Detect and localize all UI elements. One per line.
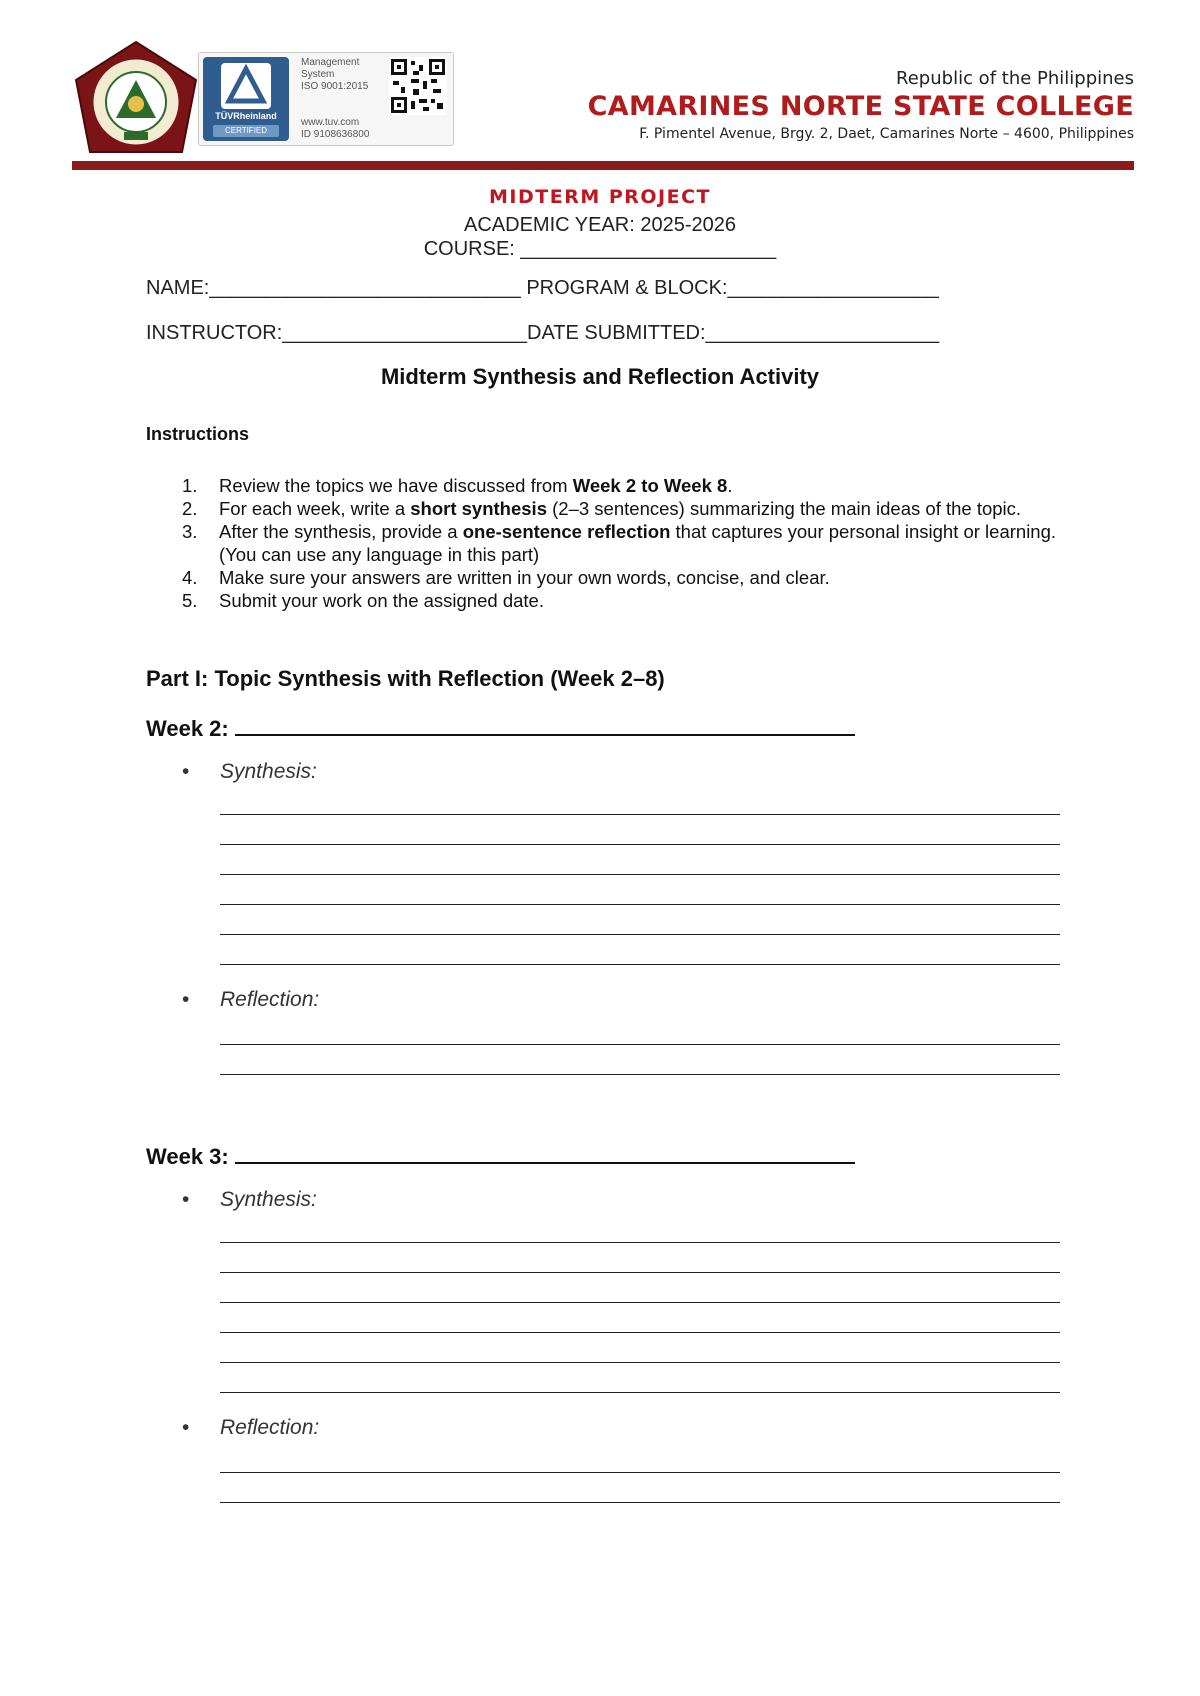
instructions-heading: Instructions	[146, 424, 250, 444]
week-topic-blank[interactable]	[235, 712, 855, 736]
document-title: MIDTERM PROJECT	[489, 186, 711, 208]
cert-text: Management System ISO 9001:2015 www.tuv.com ID 9108636800	[301, 57, 370, 140]
synthesis-answer-line[interactable]	[220, 814, 1060, 815]
republic-text: Republic of the Philippines	[896, 68, 1134, 89]
synthesis-answer-line[interactable]	[220, 1302, 1060, 1303]
list-item: 2. For each week, write a short synthesis (2–3 sentences) summarizing the main ideas of the topic.	[182, 498, 1022, 519]
reflection-answer-line[interactable]	[220, 1502, 1060, 1503]
week-topic-blank[interactable]	[235, 1140, 855, 1164]
college-name: CAMARINES NORTE STATE COLLEGE	[587, 91, 1134, 122]
synthesis-answer-line[interactable]	[220, 874, 1060, 875]
bullet-icon: •	[182, 1416, 190, 1439]
synthesis-answer-line[interactable]	[220, 1392, 1060, 1393]
name-program-row: NAME:____________________________ PROGRAM & BLOCK:___________________	[146, 277, 939, 299]
bullet-icon: •	[182, 988, 190, 1011]
synthesis-answer-line[interactable]	[220, 1272, 1060, 1273]
week-2-heading: Week 2:	[146, 712, 855, 742]
list-item: 5. Submit your work on the assigned date.	[182, 590, 544, 611]
tuv-logo	[203, 57, 289, 141]
reflection-answer-line[interactable]	[220, 1074, 1060, 1075]
college-header	[588, 68, 1134, 142]
synthesis-answer-line[interactable]	[220, 934, 1060, 935]
iso-certification-badge	[198, 52, 454, 146]
week-3-heading: Week 3:	[146, 1140, 855, 1170]
synthesis-answer-line[interactable]	[220, 1242, 1060, 1243]
college-address: F. Pimentel Avenue, Brgy. 2, Daet, Camarines Norte – 4600, Philippines	[639, 126, 1134, 142]
part-heading: Part I: Topic Synthesis with Reflection (Week 2–8)	[146, 666, 665, 691]
tuv-brand-text: TÜVRheinland	[215, 111, 277, 121]
bullet-icon: •	[182, 1188, 190, 1211]
synthesis-answer-line[interactable]	[220, 1362, 1060, 1363]
college-seal-logo	[72, 40, 200, 156]
qr-code-icon	[389, 57, 447, 115]
list-item: 3. After the synthesis, provide a one-sentence reflection that captures your personal insight or learning.(You can use any language in this part)	[182, 521, 1057, 565]
reflection-answer-line[interactable]	[220, 1472, 1060, 1473]
bullet-icon: •	[182, 760, 190, 783]
list-item: 4. Make sure your answers are written in your own words, concise, and clear.	[182, 567, 830, 588]
synthesis-answer-line[interactable]	[220, 904, 1060, 905]
academic-year: ACADEMIC YEAR: 2025-2026	[464, 214, 736, 236]
certified-label: CERTIFIED	[213, 125, 279, 137]
course-field: COURSE: _______________________	[423, 238, 777, 260]
reflection-answer-line[interactable]	[220, 1044, 1060, 1045]
instructions-list	[146, 474, 1066, 612]
list-item: 1. Review the topics we have discussed from Week 2 to Week 8.	[182, 475, 733, 496]
synthesis-answer-line[interactable]	[220, 844, 1060, 845]
synthesis-answer-line[interactable]	[220, 1332, 1060, 1333]
synthesis-answer-line[interactable]	[220, 964, 1060, 965]
instructor-date-row: INSTRUCTOR:______________________DATE SUBMITTED:_____________________	[146, 322, 940, 344]
activity-title: Midterm Synthesis and Reflection Activity	[380, 364, 820, 389]
header-divider	[72, 161, 1134, 170]
